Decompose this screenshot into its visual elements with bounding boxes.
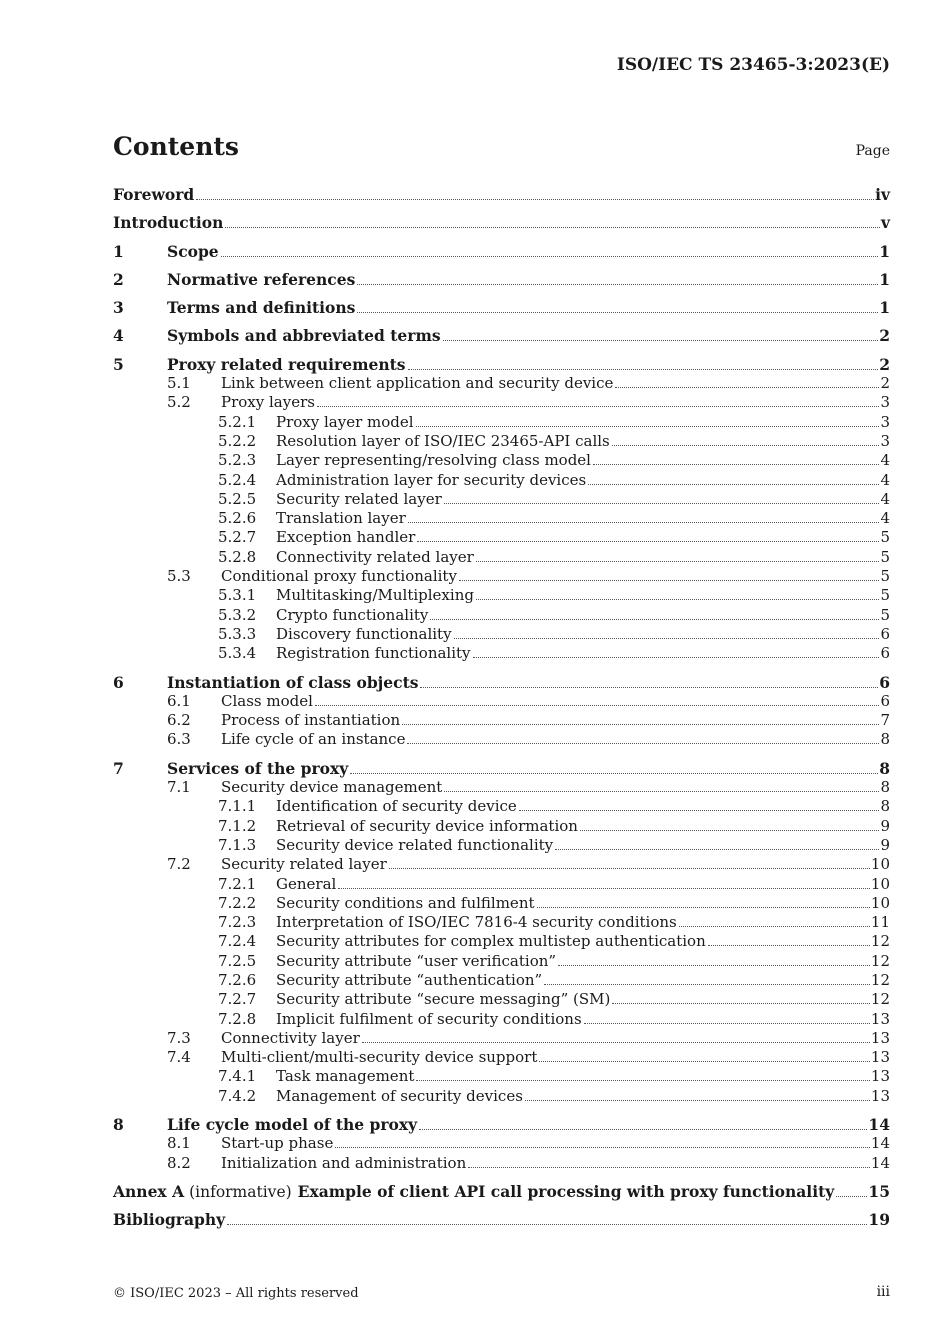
toc-entry-number: 5.2.5 <box>218 489 257 508</box>
toc-entry-number: 5.2.8 <box>218 547 257 566</box>
dot-leader <box>357 284 878 285</box>
toc-entry-title: Start-up phase <box>221 1134 334 1153</box>
toc-entry-page: 4 <box>880 489 890 508</box>
toc-entry-title: Translation layer <box>276 509 406 528</box>
toc-entry[interactable] <box>113 759 890 778</box>
dot-leader <box>407 743 879 744</box>
toc-entry-page: 14 <box>870 1153 890 1172</box>
toc-entry-page: 3 <box>880 393 890 412</box>
toc-entry-annex[interactable] <box>113 1182 890 1201</box>
toc-entry-number: 7.2.6 <box>218 970 257 989</box>
toc-entry[interactable] <box>113 509 890 528</box>
toc-entry-number: 7 <box>113 758 124 778</box>
toc-entry-title: Multitasking/Multiplexing <box>276 586 474 605</box>
toc-entry-title: Multi-client/multi-security device support <box>221 1048 538 1067</box>
toc-entry[interactable] <box>113 567 890 586</box>
toc-entry-title: General <box>276 874 337 893</box>
dot-leader <box>836 1196 867 1197</box>
toc-entry-page: 12 <box>870 932 890 951</box>
toc-entry-title: Security related layer <box>276 489 442 508</box>
page-title: Contents <box>113 132 240 161</box>
toc-entry-number: 5.3.3 <box>218 624 257 643</box>
toc-entry-page: 13 <box>870 1086 890 1105</box>
toc-entry-title: Introduction <box>113 213 224 233</box>
toc-entry-page: 6 <box>879 672 890 692</box>
toc-entry-title: Security attribute “user verification” <box>276 951 557 970</box>
toc-entry[interactable] <box>113 548 890 567</box>
toc-entry-page: 2 <box>880 374 890 393</box>
toc-entry-page: 7 <box>880 711 890 730</box>
dot-leader <box>357 312 878 313</box>
dot-leader <box>544 984 870 985</box>
toc-entry-title: Foreword <box>113 185 195 204</box>
toc-entry-number: 5.3 <box>167 567 191 586</box>
toc-entry-title: Discovery functionality <box>276 624 452 643</box>
toc-entry[interactable] <box>113 1048 890 1067</box>
toc-entry-number: 8.2 <box>167 1153 191 1172</box>
dot-leader <box>539 1061 870 1062</box>
toc-entry-number: 5.2.3 <box>218 451 257 470</box>
toc-entry-page: iv <box>875 185 890 204</box>
toc-entry-number: 7.1.2 <box>218 816 257 835</box>
toc-entry-page: 12 <box>870 970 890 989</box>
toc-entry-page: 9 <box>880 816 890 835</box>
dot-leader <box>221 256 879 257</box>
dot-leader <box>389 868 870 869</box>
toc-entry-page: 6 <box>880 691 890 710</box>
dot-leader <box>227 1224 867 1225</box>
toc-entry[interactable] <box>113 1067 890 1086</box>
toc-entry-title: Connectivity related layer <box>276 547 474 566</box>
toc-entry-page: 11 <box>870 913 890 932</box>
toc-entry-page: 5 <box>880 586 890 605</box>
toc-entry-page: 1 <box>879 269 890 289</box>
toc-entry-title: Connectivity layer <box>221 1028 360 1047</box>
dot-leader <box>315 705 880 706</box>
dot-leader <box>708 945 870 946</box>
toc-entry-number: 7.4 <box>167 1048 191 1067</box>
toc-entry[interactable] <box>113 1029 890 1048</box>
toc-entry-title: Administration layer for security devices <box>276 470 587 489</box>
toc-entry-title: Terms and definitions <box>167 298 356 318</box>
toc-entry[interactable] <box>113 606 890 625</box>
dot-leader <box>525 1100 870 1101</box>
toc-entry-title: Normative references <box>167 269 356 289</box>
toc-entry[interactable] <box>113 797 890 816</box>
toc-entry-page: 8 <box>880 778 890 797</box>
toc-entry-title: Interpretation of ISO/IEC 7816-4 security conditions <box>276 913 677 932</box>
toc-entry-title: Process of instantiation <box>221 711 401 730</box>
toc-entry[interactable] <box>113 1010 890 1029</box>
toc-entry[interactable] <box>113 1134 890 1153</box>
toc-entry-page: 4 <box>880 451 890 470</box>
toc-entry[interactable] <box>113 673 890 692</box>
toc-entry-page: 3 <box>880 412 890 431</box>
dot-leader <box>612 445 880 446</box>
toc-entry[interactable] <box>113 471 890 490</box>
dot-leader <box>408 369 879 370</box>
toc-entry[interactable] <box>113 213 890 232</box>
dot-leader <box>558 965 870 966</box>
dot-leader <box>459 580 880 581</box>
toc-entry-page: 5 <box>880 605 890 624</box>
toc-entry-page: 14 <box>868 1115 890 1135</box>
toc-entry-number: 7.1.1 <box>218 797 257 816</box>
toc-entry-title: Exception handler <box>276 528 416 547</box>
toc-entry-number: 7.4.2 <box>218 1086 257 1105</box>
toc-entry-number: 5.2 <box>167 393 191 412</box>
toc-entry-number: 4 <box>113 326 124 346</box>
toc-entry-number: 7.2.3 <box>218 913 257 932</box>
toc-entry-page: 5 <box>880 567 890 586</box>
toc-entry-title: Security device management <box>221 778 443 797</box>
dot-leader <box>593 464 879 465</box>
dot-leader <box>335 1147 870 1148</box>
dot-leader <box>588 484 879 485</box>
toc-entry[interactable] <box>113 711 890 730</box>
toc-entry-page: 10 <box>870 855 890 874</box>
toc-entry-title: Security device related functionality <box>276 835 554 854</box>
toc-entry-page: 6 <box>880 624 890 643</box>
toc-entry-page: 8 <box>879 758 890 778</box>
dot-leader <box>537 907 870 908</box>
toc-entry-page: 8 <box>880 730 890 749</box>
toc-entry[interactable] <box>113 355 890 374</box>
toc-entry-page: 2 <box>879 326 890 346</box>
toc-entry-title: Management of security devices <box>276 1086 523 1105</box>
toc-entry[interactable] <box>113 875 890 894</box>
toc-entry-title: Instantiation of class objects <box>167 672 419 692</box>
dot-leader <box>468 1167 870 1168</box>
dot-leader <box>419 1129 867 1130</box>
toc-entry-page: 13 <box>870 1009 890 1028</box>
toc-entry-title: Layer representing/resolving class model <box>276 451 591 470</box>
dot-leader <box>473 657 880 658</box>
toc-entry-page: 3 <box>880 431 890 450</box>
toc-entry-title: Security related layer <box>221 855 387 874</box>
toc-entry-page: 13 <box>870 1067 890 1086</box>
toc-entry-number: 6.1 <box>167 691 191 710</box>
dot-leader <box>408 522 880 523</box>
toc-entry-number: 5.2.1 <box>218 412 257 431</box>
toc-entry-title: Symbols and abbreviated terms <box>167 326 441 346</box>
toc-entry-page: 10 <box>870 874 890 893</box>
toc-entry-page: 12 <box>870 951 890 970</box>
toc-entry-number: 7.2.2 <box>218 893 257 912</box>
toc-entry[interactable] <box>113 952 890 971</box>
toc-entry-title: Link between client application and security device <box>221 374 614 393</box>
toc-entry-page: 4 <box>880 470 890 489</box>
toc-entry-page: 12 <box>870 990 890 1009</box>
dot-leader <box>444 791 879 792</box>
toc-entry[interactable] <box>113 817 890 836</box>
toc-entry-title: Scope <box>167 241 219 261</box>
toc-entry-number: 7.4.1 <box>218 1067 257 1086</box>
toc-entry-number: 7.2.1 <box>218 874 257 893</box>
toc-entry[interactable] <box>113 242 890 261</box>
toc-entry[interactable] <box>113 913 890 932</box>
bibliography-page: 19 <box>868 1210 890 1230</box>
dot-leader <box>350 773 878 774</box>
annex-title: Example of client API call processing with proxy functionality <box>297 1181 835 1201</box>
toc-entry-title: Proxy related requirements <box>167 354 406 374</box>
toc-entry[interactable] <box>113 298 890 317</box>
toc-entry[interactable] <box>113 270 890 289</box>
dot-leader <box>402 724 879 725</box>
dot-leader <box>476 561 880 562</box>
toc-entry-title: Proxy layers <box>221 393 315 412</box>
annex-type: (informative) <box>189 1182 292 1201</box>
toc-entry[interactable] <box>113 894 890 913</box>
toc-entry-page: 9 <box>880 835 890 854</box>
toc-entry-number: 5.2.4 <box>218 470 257 489</box>
toc-entry-number: 7.2.8 <box>218 1009 257 1028</box>
dot-leader <box>612 1003 870 1004</box>
toc-entry-number: 5.2.2 <box>218 431 257 450</box>
toc-entry-title: Resolution layer of ISO/IEC 23465-API calls <box>276 431 610 450</box>
toc-entry[interactable] <box>113 971 890 990</box>
toc-entry-number: 8 <box>113 1115 124 1135</box>
dot-leader <box>430 619 879 620</box>
toc-entry-number: 5.1 <box>167 374 191 393</box>
toc-entry-title: Security attributes for complex multistep authentication <box>276 932 706 951</box>
toc-entry[interactable] <box>113 586 890 605</box>
toc-entry-title: Crypto functionality <box>276 605 429 624</box>
toc-entry-page: 5 <box>880 547 890 566</box>
toc-entry-number: 7.2 <box>167 855 191 874</box>
toc-entry-number: 6.2 <box>167 711 191 730</box>
dot-leader <box>679 926 870 927</box>
document-id: ISO/IEC TS 23465-3:2023(E) <box>616 55 890 75</box>
toc-entry-page: 13 <box>870 1028 890 1047</box>
toc-entry-number: 7.2.5 <box>218 951 257 970</box>
toc-entry-number: 5 <box>113 354 124 374</box>
dot-leader <box>416 1080 870 1081</box>
toc-entry[interactable] <box>113 185 890 204</box>
toc-entry-title: Security attribute “authentication” <box>276 970 543 989</box>
toc-entry-title: Retrieval of security device information <box>276 816 578 835</box>
toc-entry[interactable] <box>113 451 890 470</box>
toc-entry-page: 5 <box>880 528 890 547</box>
toc-entry[interactable] <box>113 990 890 1009</box>
toc-entry[interactable] <box>113 393 890 412</box>
toc-entry-number: 5.2.7 <box>218 528 257 547</box>
dot-leader <box>338 888 870 889</box>
toc-entry-number: 5.3.2 <box>218 605 257 624</box>
toc-entry-page: 13 <box>870 1048 890 1067</box>
toc-entry-number: 3 <box>113 298 124 318</box>
toc-entry-title: Life cycle model of the proxy <box>167 1115 418 1135</box>
toc-entry-number: 7.1 <box>167 778 191 797</box>
dot-leader <box>420 687 878 688</box>
annex-label: Annex A <box>113 1181 185 1201</box>
toc-entry-title: Class model <box>221 691 313 710</box>
toc-entry-title: Proxy layer model <box>276 412 414 431</box>
toc-entry-number: 5.3.4 <box>218 644 257 663</box>
toc-entry-page: 14 <box>870 1134 890 1153</box>
toc-entry-number: 8.1 <box>167 1134 191 1153</box>
toc-entry-page: 6 <box>880 644 890 663</box>
page-number: iii <box>876 1284 890 1300</box>
toc-entry[interactable] <box>113 625 890 644</box>
toc-entry[interactable] <box>113 644 890 663</box>
toc-entry-title: Implicit fulfilment of security conditions <box>276 1009 582 1028</box>
dot-leader <box>417 541 879 542</box>
toc-entry-title: Task management <box>276 1067 415 1086</box>
toc-entry-number: 2 <box>113 269 124 289</box>
toc-entry[interactable] <box>113 528 890 547</box>
page-column-label: Page <box>855 143 890 159</box>
table-of-contents <box>113 185 890 1230</box>
toc-entry-title: Services of the proxy <box>167 758 349 778</box>
toc-entry[interactable] <box>113 1115 890 1134</box>
toc-entry[interactable] <box>113 932 890 951</box>
dot-leader <box>444 503 880 504</box>
dot-leader <box>476 599 880 600</box>
toc-entry-title: Security attribute “secure messaging” (SM) <box>276 990 611 1009</box>
toc-entry[interactable] <box>113 778 890 797</box>
dot-leader <box>443 340 879 341</box>
toc-entry[interactable] <box>113 692 890 711</box>
toc-entry[interactable] <box>113 836 890 855</box>
dot-leader <box>225 227 880 228</box>
toc-entry-page: 10 <box>870 893 890 912</box>
toc-entry[interactable] <box>113 432 890 451</box>
toc-entry-number: 7.1.3 <box>218 835 257 854</box>
toc-entry-number: 1 <box>113 241 124 261</box>
toc-entry-title: Conditional proxy functionality <box>221 567 457 586</box>
toc-entry-page: v <box>880 213 890 233</box>
toc-entry[interactable] <box>113 855 890 874</box>
dot-leader <box>317 406 879 407</box>
toc-entry-number: 6.3 <box>167 730 191 749</box>
toc-entry-title: Life cycle of an instance <box>221 730 406 749</box>
toc-entry-number: 7.2.7 <box>218 990 257 1009</box>
toc-entry-number: 7.2.4 <box>218 932 257 951</box>
toc-entry-page: 2 <box>879 354 890 374</box>
toc-entry-number: 6 <box>113 672 124 692</box>
toc-entry-page: 1 <box>879 298 890 318</box>
dot-leader <box>615 387 879 388</box>
dot-leader <box>580 830 880 831</box>
dot-leader <box>362 1042 870 1043</box>
toc-entry-number: 5.3.1 <box>218 586 257 605</box>
toc-entry-number: 7.3 <box>167 1028 191 1047</box>
toc-entry[interactable] <box>113 413 890 432</box>
annex-page: 15 <box>868 1181 890 1201</box>
bibliography-title: Bibliography <box>113 1210 226 1230</box>
toc-entry-page: 8 <box>880 797 890 816</box>
dot-leader <box>584 1023 870 1024</box>
toc-entry[interactable] <box>113 326 890 345</box>
toc-entry-bibliography[interactable] <box>113 1210 890 1229</box>
toc-entry-title: Identification of security device <box>276 797 517 816</box>
toc-entry-title: Registration functionality <box>276 644 471 663</box>
dot-leader <box>519 810 880 811</box>
dot-leader <box>196 199 874 200</box>
dot-leader <box>416 426 880 427</box>
toc-entry-page: 1 <box>879 241 890 261</box>
dot-leader <box>454 638 880 639</box>
toc-entry[interactable] <box>113 1154 890 1173</box>
dot-leader <box>555 849 879 850</box>
copyright-notice: © ISO/IEC 2023 – All rights reserved <box>113 1286 359 1301</box>
toc-entry-title: Initialization and administration <box>221 1153 467 1172</box>
toc-entry[interactable] <box>113 1087 890 1106</box>
toc-entry-page: 4 <box>880 509 890 528</box>
toc-entry[interactable] <box>113 374 890 393</box>
toc-entry-number: 5.2.6 <box>218 509 257 528</box>
toc-entry-title: Security conditions and fulfilment <box>276 893 535 912</box>
toc-entry[interactable] <box>113 730 890 749</box>
toc-entry[interactable] <box>113 490 890 509</box>
